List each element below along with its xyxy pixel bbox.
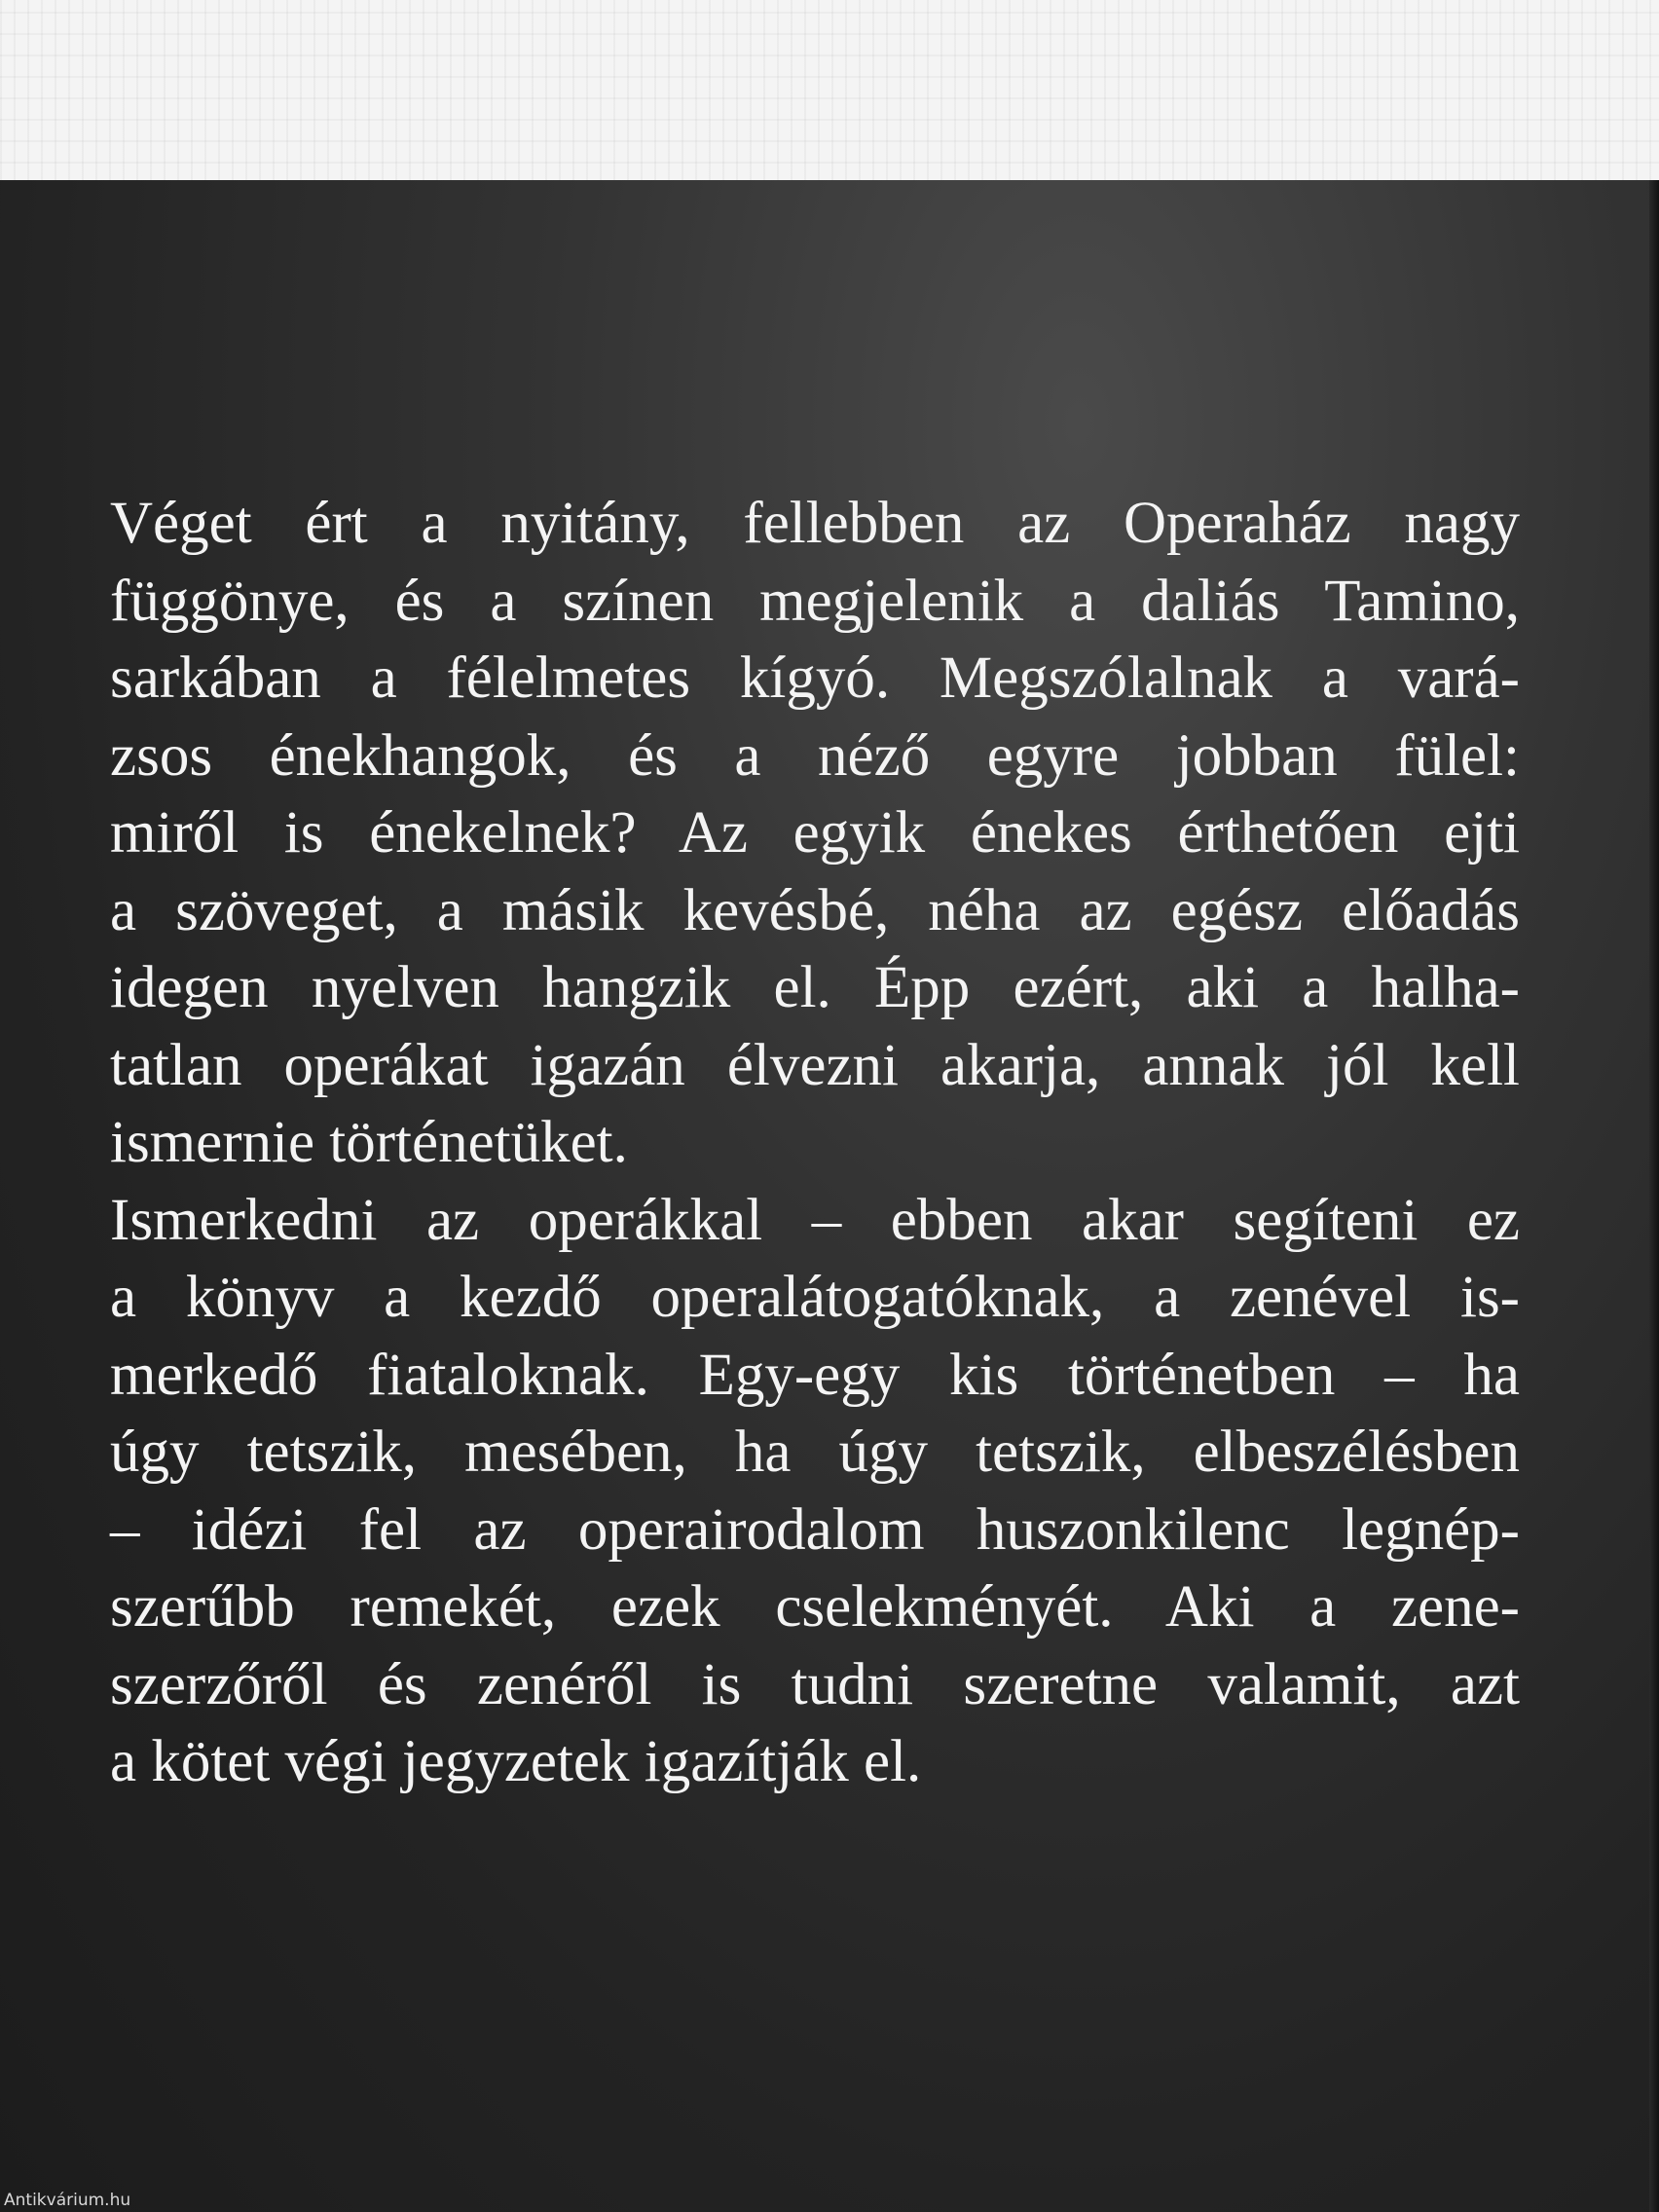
text-line: szerűbb remekét, ezek cselekményét. Aki a zene-: [110, 1574, 1520, 1640]
text-line: sarkában a félelmetes kígyó. Megszólalnak a vará-: [110, 645, 1520, 711]
text-line: ismernie történetüket.: [110, 1110, 628, 1175]
text-line: Ismerkedni az operákkal – ebben akar segíteni ez: [110, 1187, 1520, 1253]
text-line: a kötet végi jegyzetek igazítják el.: [110, 1729, 922, 1794]
text-line: zsos énekhangok, és a néző egyre jobban fülel:: [110, 722, 1520, 789]
text-line: a könyv a kezdő operalátogatóknak, a zenével is-: [110, 1265, 1520, 1330]
text-line: úgy tetszik, mesében, ha úgy tetszik, elbeszélésben: [110, 1419, 1520, 1485]
text-line: – idézi fel az operairodalom huszonkilenc legnép-: [110, 1496, 1520, 1563]
watermark: Antikvárium.hu: [4, 2191, 131, 2210]
text-line: szerzőről és zenéről is tudni szeretne valamit, azt: [110, 1651, 1520, 1717]
text-line: függönye, és a színen megjelenik a daliás Tamino,: [110, 568, 1520, 634]
text-line: a szöveget, a másik kevésbé, néha az egész előadás: [110, 877, 1520, 943]
blurb-text: [110, 485, 1520, 1801]
text-line: miről is énekelnek? Az egyik énekes érthetően ejti: [110, 800, 1520, 866]
blurb-paragraph-1: [110, 485, 1520, 1182]
blurb-paragraph-2: [110, 1182, 1520, 1801]
text-line: Véget ért a nyitány, fellebben az Operaház nagy: [110, 491, 1520, 556]
text-line: tatlan operákat igazán élvezni akarja, annak jól kell: [110, 1032, 1520, 1098]
text-line: merkedő fiataloknak. Egy-egy kis történetben – ha: [110, 1342, 1520, 1408]
cover-edge: [1649, 180, 1659, 2212]
text-line: idegen nyelven hangzik el. Épp ezért, aki a halha-: [110, 955, 1520, 1020]
background-paper: [0, 0, 1659, 185]
